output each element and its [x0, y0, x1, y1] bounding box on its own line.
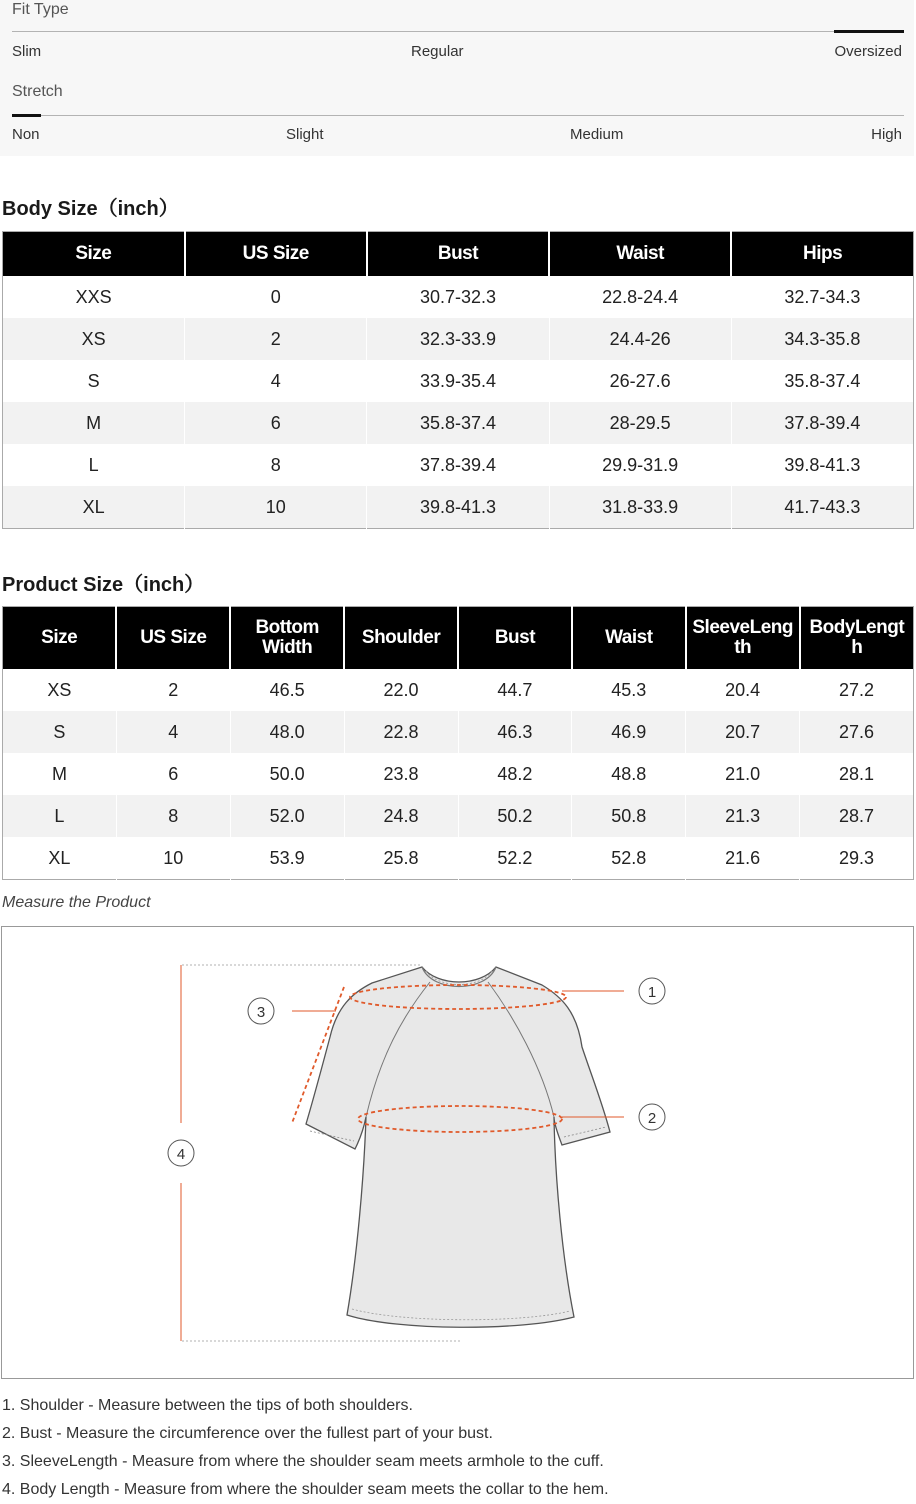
table-cell: XL [3, 837, 117, 880]
table-cell: L [3, 444, 185, 486]
stretch-label-high: High [871, 126, 902, 143]
column-header-body-length: BodyLength [800, 607, 914, 670]
table-cell: 33.9-35.4 [367, 360, 549, 402]
fit-label-regular: Regular [411, 43, 464, 60]
column-header-hips: Hips [731, 232, 913, 277]
table-cell: 48.0 [230, 711, 344, 753]
table-row [3, 444, 914, 486]
instruction-body-length: 4. Body Length - Measure from where the shoulder seam meets the collar to the hem. [2, 1481, 609, 1498]
table-cell: 41.7-43.3 [731, 486, 913, 529]
table-cell: 50.0 [230, 753, 344, 795]
tshirt-diagram [2, 927, 913, 1378]
instruction-sleeve-length: 3. SleeveLength - Measure from where the shoulder seam meets armhole to the cuff. [2, 1453, 604, 1470]
table-cell: 24.4-26 [549, 318, 731, 360]
table-row [3, 711, 914, 753]
table-cell: 24.8 [344, 795, 458, 837]
table-cell: 50.8 [572, 795, 686, 837]
measure-caption: Measure the Product [2, 894, 151, 911]
table-cell: 37.8-39.4 [367, 444, 549, 486]
column-header-waist: Waist [549, 232, 731, 277]
table-cell: 50.2 [458, 795, 572, 837]
table-cell: 10 [116, 837, 230, 880]
table-row [3, 753, 914, 795]
table-cell: 29.9-31.9 [549, 444, 731, 486]
column-header-shoulder: Shoulder [344, 607, 458, 670]
table-cell: 4 [116, 711, 230, 753]
table-cell: 21.6 [686, 837, 800, 880]
table-cell: M [3, 753, 117, 795]
table-row [3, 795, 914, 837]
table-cell: 6 [116, 753, 230, 795]
table-cell: 39.8-41.3 [367, 486, 549, 529]
fit-type-indicator [834, 30, 904, 33]
body-size-title: Body Size（inch） [2, 198, 179, 220]
table-cell: 46.9 [572, 711, 686, 753]
table-cell: XS [3, 669, 117, 711]
fit-stretch-panel [0, 0, 914, 156]
stretch-label-slight: Slight [286, 126, 324, 143]
marker-2-label: 2 [647, 1110, 657, 1127]
table-cell: 45.3 [572, 669, 686, 711]
table-cell: 20.4 [686, 669, 800, 711]
table-header-row [3, 607, 914, 670]
table-cell: 28.1 [800, 753, 914, 795]
table-cell: 46.3 [458, 711, 572, 753]
table-cell: 52.2 [458, 837, 572, 880]
table-cell: 2 [185, 318, 367, 360]
measure-instructions [2, 1392, 609, 1504]
table-cell: 48.8 [572, 753, 686, 795]
table-row [3, 318, 914, 360]
column-header-waist: Waist [572, 607, 686, 670]
fit-type-scale [12, 31, 904, 32]
table-cell: 25.8 [344, 837, 458, 880]
stretch-label-non: Non [12, 126, 40, 143]
table-cell: 22.0 [344, 669, 458, 711]
table-cell: 2 [116, 669, 230, 711]
table-cell: 27.2 [800, 669, 914, 711]
body-size-table [2, 231, 914, 529]
table-row [3, 486, 914, 529]
table-cell: 35.8-37.4 [367, 402, 549, 444]
table-cell: XXS [3, 276, 185, 318]
table-cell: 28-29.5 [549, 402, 731, 444]
table-cell: 39.8-41.3 [731, 444, 913, 486]
column-header-us-size: US Size [116, 607, 230, 670]
table-cell: 10 [185, 486, 367, 529]
table-cell: XS [3, 318, 185, 360]
column-header-sleeve-length: SleeveLength [686, 607, 800, 670]
stretch-label-medium: Medium [570, 126, 624, 143]
stretch-indicator [12, 114, 41, 117]
table-cell: 53.9 [230, 837, 344, 880]
marker-3-label: 3 [256, 1004, 266, 1021]
tshirt-illustration [306, 967, 610, 1327]
table-cell: 6 [185, 402, 367, 444]
table-cell: M [3, 402, 185, 444]
table-cell: 8 [185, 444, 367, 486]
table-cell: 22.8-24.4 [549, 276, 731, 318]
table-row [3, 402, 914, 444]
table-cell: 37.8-39.4 [731, 402, 913, 444]
table-cell: L [3, 795, 117, 837]
instruction-shoulder: 1. Shoulder - Measure between the tips of both shoulders. [2, 1397, 413, 1414]
table-cell: 0 [185, 276, 367, 318]
fit-type-title: Fit Type [12, 1, 69, 18]
column-header-us-size: US Size [185, 232, 367, 277]
product-size-table [2, 606, 914, 880]
table-cell: 27.6 [800, 711, 914, 753]
column-header-bust: Bust [458, 607, 572, 670]
table-cell: 21.0 [686, 753, 800, 795]
table-cell: 35.8-37.4 [731, 360, 913, 402]
table-cell: 20.7 [686, 711, 800, 753]
table-cell: 22.8 [344, 711, 458, 753]
table-header-row [3, 232, 914, 277]
table-cell: 52.0 [230, 795, 344, 837]
table-cell: 23.8 [344, 753, 458, 795]
table-cell: 44.7 [458, 669, 572, 711]
stretch-scale [12, 115, 904, 116]
table-cell: 34.3-35.8 [731, 318, 913, 360]
table-row [3, 669, 914, 711]
fit-label-slim: Slim [12, 43, 42, 60]
table-cell: S [3, 360, 185, 402]
product-size-title: Product Size（inch） [2, 574, 205, 596]
fit-label-oversized: Oversized [834, 43, 902, 60]
table-cell: 31.8-33.9 [549, 486, 731, 529]
stretch-title: Stretch [12, 83, 63, 100]
table-cell: 29.3 [800, 837, 914, 880]
table-cell: 32.3-33.9 [367, 318, 549, 360]
table-cell: 8 [116, 795, 230, 837]
column-header-bottom-width: Bottom Width [230, 607, 344, 670]
column-header-bust: Bust [367, 232, 549, 277]
table-cell: 52.8 [572, 837, 686, 880]
column-header-size: Size [3, 607, 117, 670]
table-cell: 28.7 [800, 795, 914, 837]
table-cell: S [3, 711, 117, 753]
measure-diagram [1, 926, 914, 1379]
table-cell: XL [3, 486, 185, 529]
table-cell: 30.7-32.3 [367, 276, 549, 318]
instruction-bust: 2. Bust - Measure the circumference over the fullest part of your bust. [2, 1425, 493, 1442]
marker-4-label: 4 [176, 1146, 186, 1163]
table-cell: 21.3 [686, 795, 800, 837]
table-cell: 4 [185, 360, 367, 402]
table-row [3, 837, 914, 880]
column-header-size: Size [3, 232, 185, 277]
table-cell: 26-27.6 [549, 360, 731, 402]
table-cell: 46.5 [230, 669, 344, 711]
marker-1-label: 1 [647, 984, 657, 1001]
table-cell: 32.7-34.3 [731, 276, 913, 318]
table-row [3, 360, 914, 402]
table-row [3, 276, 914, 318]
table-cell: 48.2 [458, 753, 572, 795]
